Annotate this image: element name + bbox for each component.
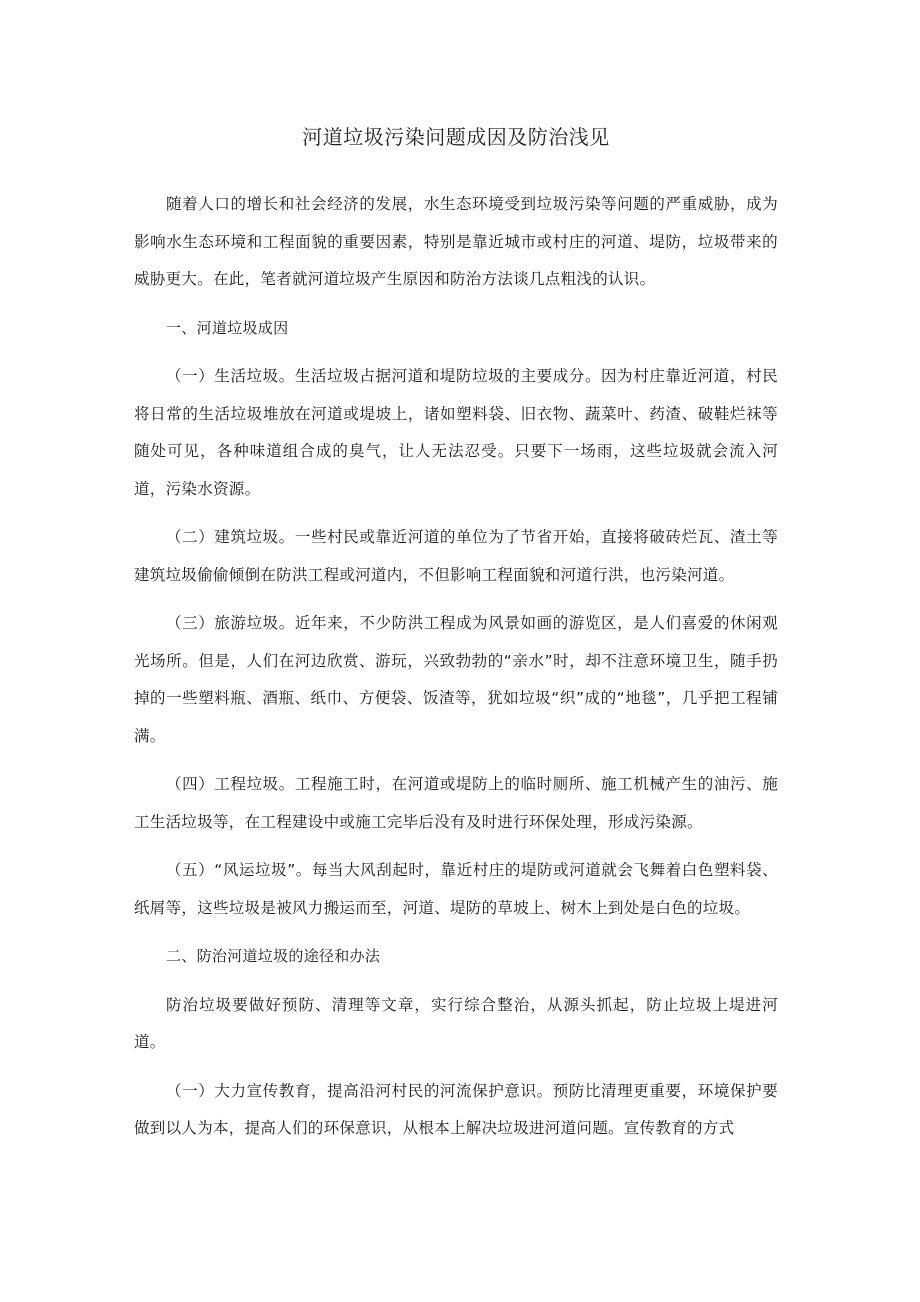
cause-paragraph-construction: （二）建筑垃圾。一些村民或靠近河道的单位为了节省开始，直接将破砖烂瓦、渣土等建筑垃圾偷偷倾倒在防洪工程或河道内，不但影响工程面貌和河道行洪，也污染河道。 [134,528,778,584]
prevention-intro-paragraph: 防治垃圾要做好预防、清理等文章，实行综合整治，从源头抓起，防止垃圾上堤进河道。 [134,995,778,1051]
cause-paragraph-engineering: （四）工程垃圾。工程施工时，在河道或堤防上的临时厕所、施工机械产生的油污、施工生活垃圾等，在工程建设中或施工完毕后没有及时进行环保处理，形成污染源。 [134,775,778,831]
cause-paragraph-wind: （五）“风运垃圾”。每当大风刮起时，靠近村庄的堤防或河道就会飞舞着白色塑料袋、纸屑等，这些垃圾是被风力搬运而至，河道、堤防的草坡上、树木上到处是白色的垃圾。 [134,861,778,917]
section-heading-prevention: 二、防治河道垃圾的途径和办法 [166,947,381,965]
document-title: 河道垃圾污染问题成因及防治浅见 [302,125,610,149]
intro-paragraph: 随着人口的增长和社会经济的发展，水生态环境受到垃圾污染等问题的严重威胁，成为影响水生态环境和工程面貌的重要因素，特别是靠近城市或村庄的河道、堤防，垃圾带来的威胁更大。在此，笔者就河道垃圾产生原因和防治方法谈几点粗浅的认识。 [134,195,778,288]
document-page [134,122,778,1159]
cause-paragraph-domestic: （一）生活垃圾。生活垃圾占据河道和堤防垃圾的主要成分。因为村庄靠近河道，村民将日常的生活垃圾堆放在河道或堤坡上，诸如塑料袋、旧衣物、蔬菜叶、药渣、破鞋烂袜等随处可见，各种味道组合成的臭气，让人无法忍受。只要下一场雨，这些垃圾就会流入河道，污染水资源。 [134,367,778,498]
prevention-paragraph-education: （一）大力宣传教育，提高沿河村民的河流保护意识。预防比清理更重要，环境保护要做到以人为本，提高人们的环保意识，从根本上解决垃圾进河道问题。宣传教育的方式 [134,1081,778,1137]
section-heading-causes: 一、河道垃圾成因 [166,318,289,337]
cause-paragraph-tourism: （三）旅游垃圾。近年来，不少防洪工程成为风景如画的游览区，是人们喜爱的休闲观光场所。但是，人们在河边欣赏、游玩，兴致勃勃的“亲水”时，却不注意环境卫生，随手扔掉的一些塑料瓶、酒瓶、纸巾、方便袋、饭渣等，犹如垃圾“织”成的“地毯”，几乎把工程铺满。 [134,614,778,745]
